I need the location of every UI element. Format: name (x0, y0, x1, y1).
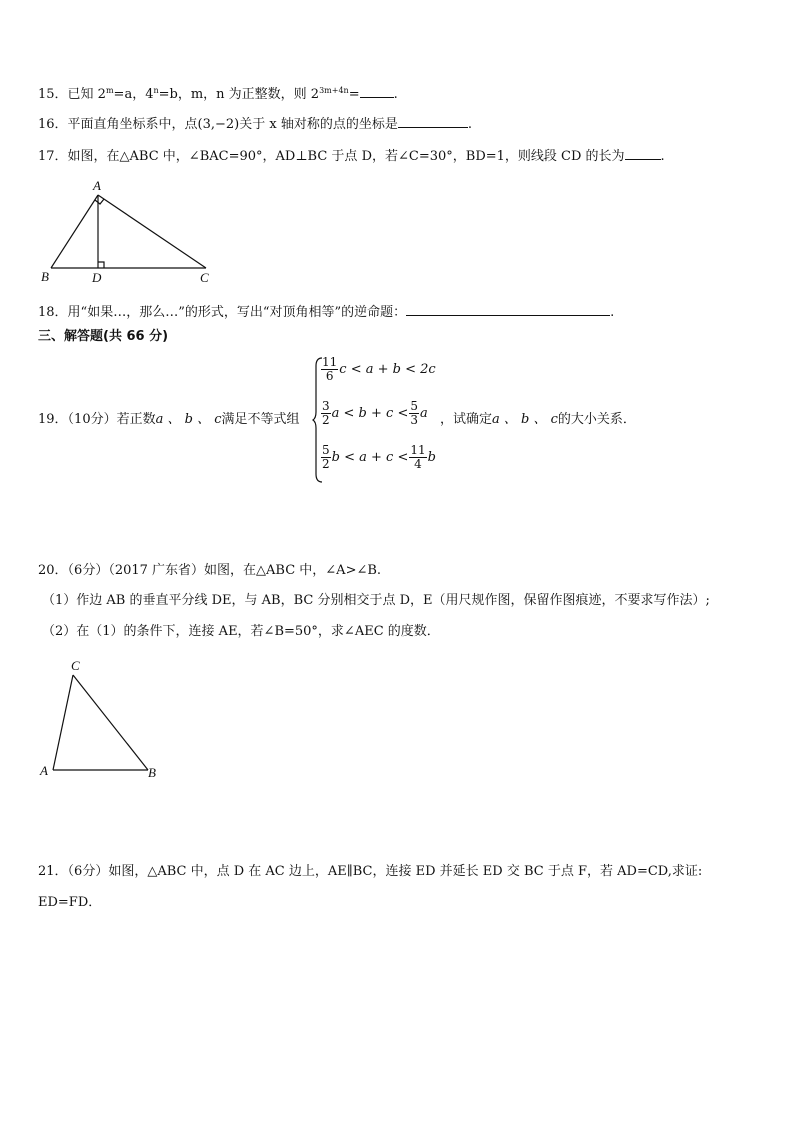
section-heading: 三、解答题(共 66 分) (38, 329, 169, 344)
question-text: 用“如果…，那么…”的形式，写出“对顶角相等”的逆命题： (67, 305, 407, 320)
fraction: $\frac{11}{6}$ (322, 355, 338, 383)
answer-blank[interactable] (406, 302, 610, 316)
question-20 (38, 562, 381, 580)
question-text: 平面直角坐标系中，点(3,−2)关于 x 轴对称的点的坐标是 (67, 117, 398, 132)
inequality-1: $\frac{11}{6}$ c < a + b < 2c (322, 355, 436, 383)
answer-blank[interactable] (398, 114, 468, 128)
question-number: 19． (38, 412, 68, 427)
label-c: C (200, 270, 209, 285)
question-20-part-1: （1）作边 AB 的垂直平分线 DE，与 AB，BC 分别相交于点 D，E（用尺规作图，保留作图痕迹，不要求写作法）; (42, 593, 710, 608)
label-b: B (148, 765, 156, 780)
figure-right-triangle-abc (36, 178, 226, 288)
label-a: A (40, 763, 48, 778)
question-number: 18． (38, 305, 68, 320)
question-21-cont: ED=FD． (38, 895, 102, 910)
question-number: 21． (38, 864, 68, 879)
label-a: A (93, 178, 101, 193)
question-number: 17． (38, 149, 68, 164)
question-21 (38, 863, 702, 881)
question-text: （6分）如图，△ABC 中，点 D 在 AC 边上，AE∥BC，连接 ED 并延长 ED 交 BC 于点 F，若 AD=CD,求证: (67, 864, 703, 879)
answer-blank[interactable] (625, 146, 661, 160)
fraction: $\frac{11}{4}$ (410, 443, 426, 471)
question-text: （10分）若正数 (67, 412, 156, 427)
side-ac (53, 675, 73, 770)
label-b: B (41, 269, 49, 284)
label-c: C (71, 658, 80, 673)
fraction: $\frac{5}{3}$ (410, 399, 418, 427)
question-text: 已知 $2^m=a$，$4^n=b$，m，n 为正整数，则 $2^{3m+4n}=$ (67, 86, 360, 102)
answer-blank[interactable] (360, 84, 394, 98)
figure-triangle-abc (36, 654, 176, 784)
question-number: 20． (38, 563, 68, 578)
inequality-3: $\frac{5}{2}$ b < a + c < $\frac{11}{4}$ b (322, 443, 436, 471)
label-d: D (92, 270, 102, 285)
fraction: $\frac{3}{2}$ (322, 399, 330, 427)
right-angle-mark-a (95, 199, 104, 204)
side-ac (98, 195, 206, 268)
side-cb (73, 675, 148, 770)
side-ab (51, 195, 98, 268)
fraction: $\frac{5}{2}$ (322, 443, 330, 471)
question-text: 如图，在△ABC 中，∠BAC=90°，AD⊥BC 于点 D，若∠C=30°，BD=1，则线段 CD 的长为 (67, 149, 625, 164)
question-16: 16．平面直角坐标系中，点(3,−2)关于 x 轴对称的点的坐标是 . (38, 114, 472, 134)
question-19: 19．（10分）若正数a 、 b 、 c满足不等式组 (38, 412, 300, 427)
question-20-part-2: （2）在（1）的条件下，连接 AE，若∠B=50°，求∠AEC 的度数． (42, 624, 440, 639)
question-number: 15． (38, 87, 68, 102)
question-text: （6分）（2017 广东省）如图，在△ABC 中，∠A>∠B. (67, 563, 382, 578)
question-15: 15．已知 $2^m=a$，$4^n=b$，m，n 为正整数，则 $2^{3m+4n}=$ . (38, 86, 398, 102)
question-18: 18．用“如果…，那么…”的形式，写出“对顶角相等”的逆命题： . (38, 302, 614, 322)
question-number: 16． (38, 117, 68, 132)
inequality-2: $\frac{3}{2}$ a < b + c < $\frac{5}{3}$ a (322, 399, 428, 427)
question-17: 17．如图，在△ABC 中，∠BAC=90°，AD⊥BC 于点 D，若∠C=30°，BD=1，则线段 CD 的长为 . (38, 146, 665, 166)
right-angle-mark-d (98, 262, 104, 268)
question-19-tail: ，试确定a 、 b 、 c的大小关系． (440, 412, 636, 427)
